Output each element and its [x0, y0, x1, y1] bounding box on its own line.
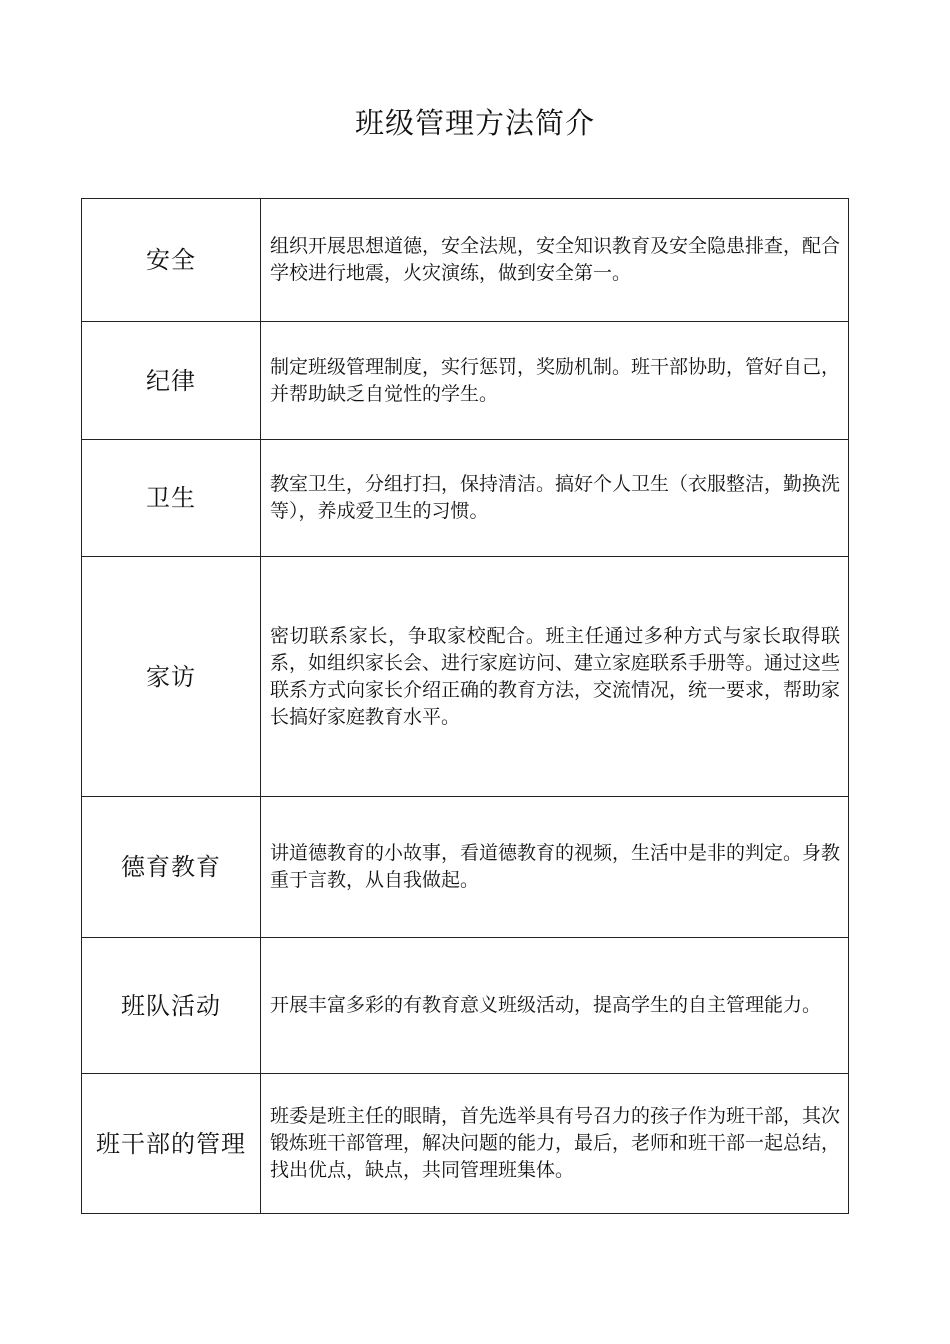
method-table: [81, 198, 849, 1214]
description-text: 开展丰富多彩的有教育意义班级活动，提高学生的自主管理能力。: [261, 938, 849, 1074]
category-label: 德育教育: [82, 797, 261, 938]
description-text: 组织开展思想道德，安全法规，安全知识教育及安全隐患排查，配合学校进行地震，火灾演练，做到安全第一。: [261, 199, 849, 322]
description-text: 班委是班主任的眼睛，首先选举具有号召力的孩子作为班干部，其次锻炼班干部管理，解决问题的能力，最后，老师和班干部一起总结，找出优点，缺点，共同管理班集体。: [261, 1074, 849, 1214]
table-row-discipline: [82, 322, 849, 440]
description-text: 讲道德教育的小故事，看道德教育的视频，生活中是非的判定。身教重于言教，从自我做起。: [261, 797, 849, 938]
category-label: 安全: [82, 199, 261, 322]
category-label: 班干部的管理: [82, 1074, 261, 1214]
description-text: 教室卫生，分组打扫，保持清洁。搞好个人卫生（衣服整洁，勤换洗等），养成爱卫生的习惯。: [261, 440, 849, 557]
category-label: 卫生: [82, 440, 261, 557]
table-row-safety: [82, 199, 849, 322]
category-label: 家访: [82, 557, 261, 797]
table-row-home-visit: [82, 557, 849, 797]
category-label: 纪律: [82, 322, 261, 440]
table-row-class-cadre-management: [82, 1074, 849, 1214]
table-row-moral-education: [82, 797, 849, 938]
page-title: 班级管理方法简介: [354, 106, 595, 140]
table-row-hygiene: [82, 440, 849, 557]
table-row-class-activities: [82, 938, 849, 1074]
category-label: 班队活动: [82, 938, 261, 1074]
description-text: 密切联系家长，争取家校配合。班主任通过多种方式与家长取得联系，如组织家长会、进行家庭访问、建立家庭联系手册等。通过这些联系方式向家长介绍正确的教育方法，交流情况，统一要求，帮助家长搞好家庭教育水平。: [261, 557, 849, 797]
description-text: 制定班级管理制度，实行惩罚，奖励机制。班干部协助，管好自己，并帮助缺乏自觉性的学生。: [261, 322, 849, 440]
